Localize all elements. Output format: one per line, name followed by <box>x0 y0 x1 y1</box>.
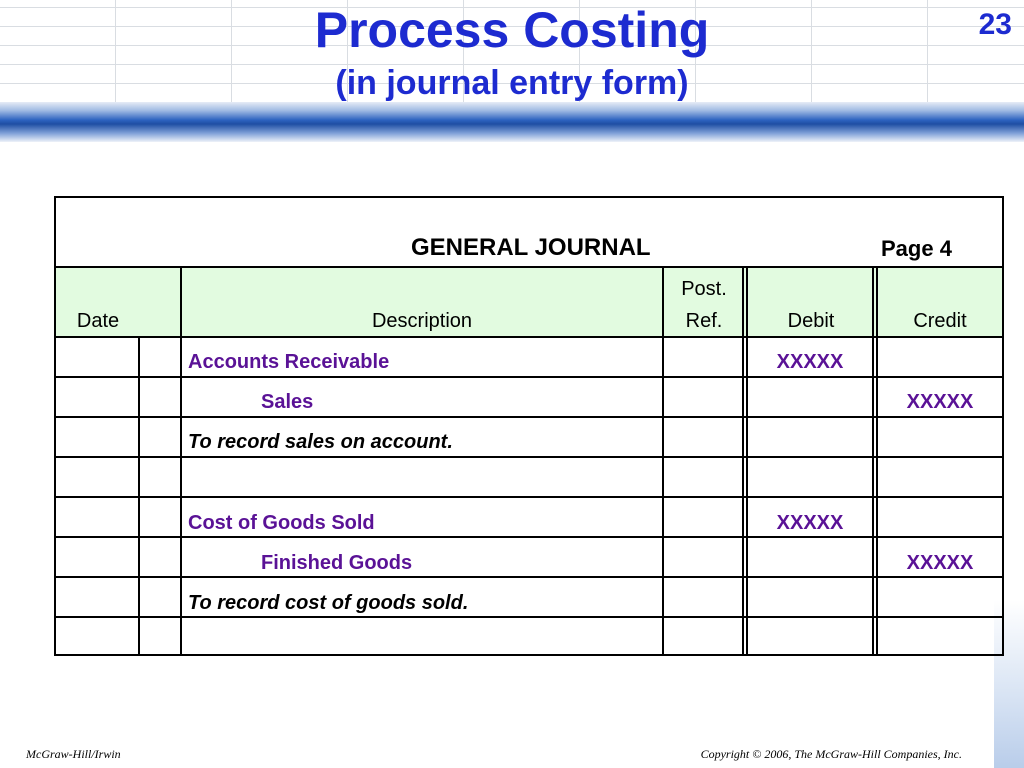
column-divider <box>180 268 182 654</box>
row-divider <box>56 496 1002 498</box>
general-journal <box>54 196 1004 656</box>
journal-row-debit: XXXXX <box>776 351 844 373</box>
row-divider <box>56 536 1002 538</box>
column-header-post-ref-line2: Ref. <box>685 310 723 332</box>
slide-title: Process Costing <box>314 2 710 58</box>
journal-row-description: Accounts Receivable <box>188 351 390 373</box>
column-divider <box>662 268 664 654</box>
row-divider <box>56 576 1002 578</box>
title-divider-band <box>0 102 1024 142</box>
slide-number: 23 <box>978 8 1012 41</box>
journal-row-credit: XXXXX <box>906 391 974 413</box>
journal-row-description: Finished Goods <box>261 552 413 574</box>
column-header-description: Description <box>371 310 473 332</box>
column-header-credit: Credit <box>913 310 967 332</box>
journal-title: GENERAL JOURNAL <box>411 234 651 261</box>
journal-title-bar <box>56 198 1002 268</box>
journal-row-description: Cost of Goods Sold <box>188 512 375 534</box>
journal-row-description: Sales <box>261 391 314 413</box>
journal-row-memo: To record sales on account. <box>188 431 453 453</box>
row-divider <box>56 376 1002 378</box>
column-divider <box>876 268 878 654</box>
journal-row-credit: XXXXX <box>906 552 974 574</box>
column-header-date: Date <box>76 310 120 332</box>
column-divider <box>872 268 874 654</box>
column-divider <box>742 268 744 654</box>
footer-publisher: McGraw-Hill/Irwin <box>26 747 121 761</box>
slide-subtitle: (in journal entry form) <box>335 64 689 102</box>
row-divider <box>56 416 1002 418</box>
column-divider <box>746 268 748 654</box>
journal-row-memo: To record cost of goods sold. <box>188 592 469 614</box>
column-header-debit: Debit <box>787 310 835 332</box>
row-divider <box>56 616 1002 618</box>
journal-header-row <box>56 268 1002 338</box>
journal-page-label: Page 4 <box>881 236 952 261</box>
column-header-post-ref-line1: Post. <box>681 278 727 300</box>
footer-copyright: Copyright © 2006, The McGraw-Hill Companies, Inc. <box>700 747 962 761</box>
journal-row-debit: XXXXX <box>776 512 844 534</box>
row-divider <box>56 456 1002 458</box>
